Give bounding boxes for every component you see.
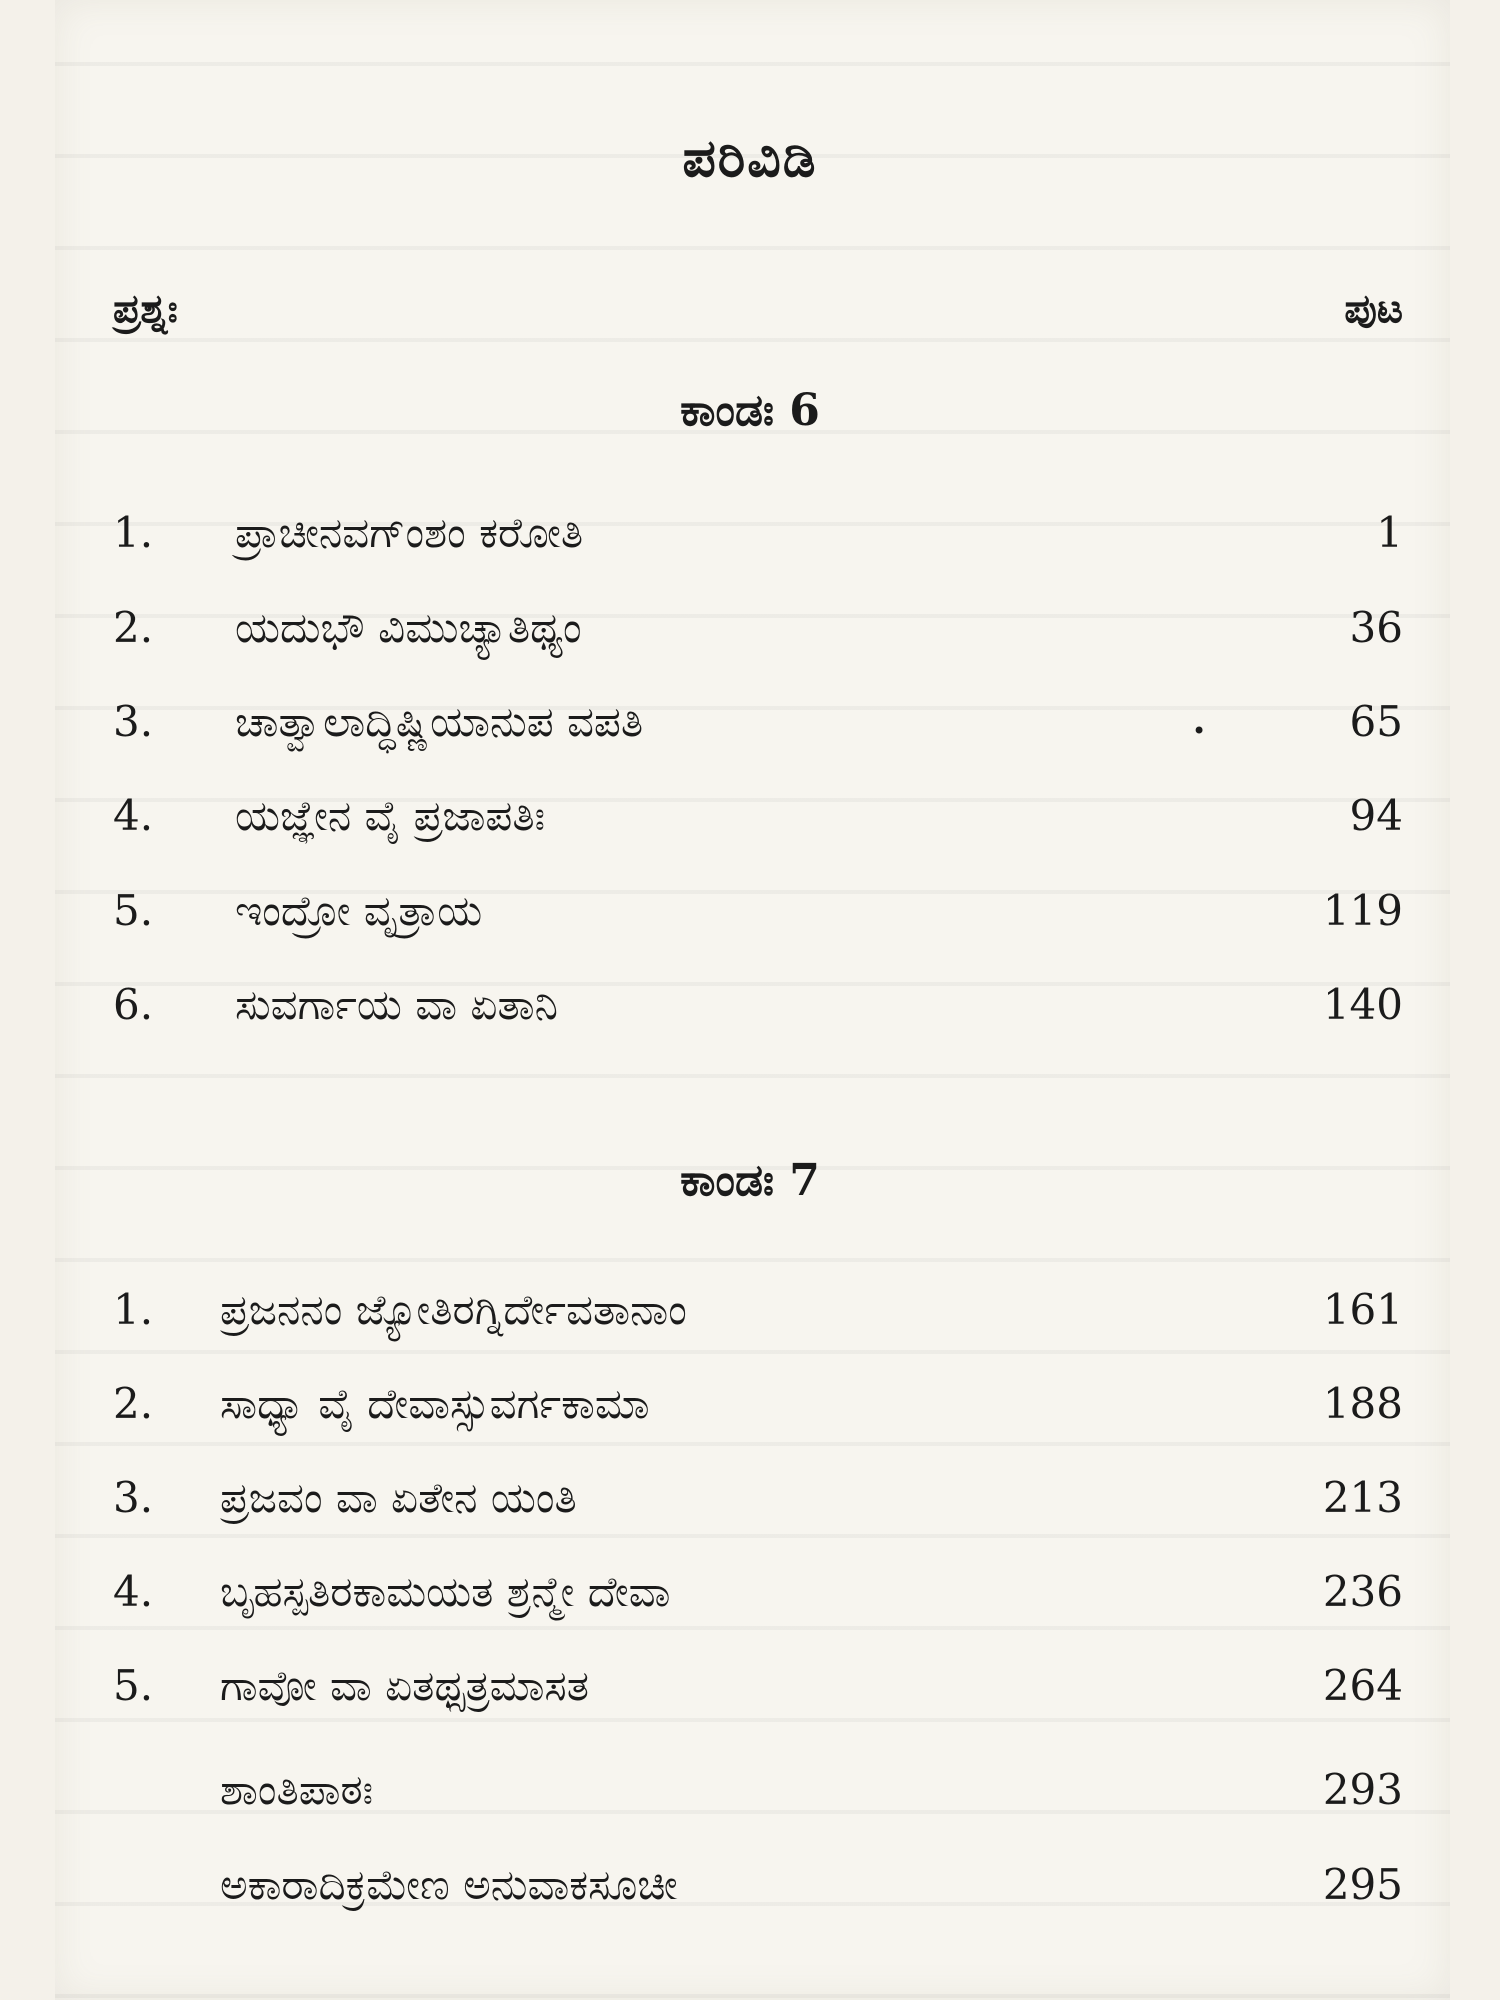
entry-page: 213	[1322, 1473, 1403, 1522]
entry-title: ಯಜ್ಞೇನ ವೈ ಪ್ರಜಾಪತಿಃ	[235, 791, 546, 840]
toc-entry	[0, 980, 1500, 1050]
toc-entry	[0, 603, 1500, 673]
entry-number: 4.	[113, 1567, 154, 1616]
toc-extra	[0, 1860, 1500, 1930]
toc-entry	[0, 1379, 1500, 1449]
entry-title: ಪ್ರಜನನಂ ಜ್ಯೋತಿರಗ್ನಿರ್ದೇವತಾನಾಂ	[220, 1285, 687, 1334]
entry-page: 119	[1322, 886, 1403, 935]
entry-page: 65	[1349, 697, 1403, 746]
entry-page: 188	[1322, 1379, 1403, 1428]
entry-title: ಪ್ರಾಚೀನವಗ್ಂಶಂ ಕರೋತಿ	[235, 508, 584, 557]
extra-page: 293	[1322, 1765, 1403, 1814]
entry-page: 1	[1376, 508, 1403, 557]
entry-number: 2.	[113, 1379, 154, 1428]
toc-entry	[0, 886, 1500, 956]
entry-number: 5.	[113, 1661, 154, 1710]
toc-entry	[0, 1473, 1500, 1543]
entry-number: 6.	[113, 980, 154, 1029]
extra-title: ಅಕಾರಾದಿಕ್ರಮೇಣ ಅನುವಾಕಸೂಚೀ	[220, 1860, 678, 1909]
entry-title: ಬೃಹಸ್ಪತಿರಕಾಮಯತ ಶ್ರನ್ಮೇ ದೇವಾ	[220, 1567, 671, 1616]
entry-page: 140	[1322, 980, 1403, 1029]
kanda-7-heading: ಕಾಂಡಃ 7	[680, 1155, 820, 1206]
stray-mark: •	[1192, 717, 1207, 745]
toc-entry	[0, 697, 1500, 767]
toc-entry	[0, 1285, 1500, 1355]
page-title: ಪರಿವಿಡಿ	[682, 128, 818, 189]
kanda-6-heading: ಕಾಂಡಃ 6	[680, 385, 820, 436]
entry-page: 161	[1322, 1285, 1403, 1334]
entry-number: 4.	[113, 791, 154, 840]
entry-page: 36	[1349, 603, 1403, 652]
entry-number: 3.	[113, 1473, 154, 1522]
entry-title: ಗಾವೋ ವಾ ಏತಥ್ಸತ್ರಮಾಸತ	[220, 1661, 589, 1710]
entry-page: 236	[1322, 1567, 1403, 1616]
entry-page: 94	[1349, 791, 1403, 840]
entry-title: ಯದುಭೌ ವಿಮುಚ್ಯಾತಿಥ್ಯಂ	[235, 603, 582, 652]
entry-page: 264	[1322, 1661, 1403, 1710]
entry-number: 5.	[113, 886, 154, 935]
extra-page: 295	[1322, 1860, 1403, 1909]
entry-number: 1.	[113, 1285, 154, 1334]
extra-title: ಶಾಂತಿಪಾಠಃ	[220, 1765, 374, 1814]
toc-extra	[0, 1765, 1500, 1835]
entry-title: ಇಂದ್ರೋ ವೃತ್ರಾಯ	[235, 886, 483, 935]
entry-title: ಸುವರ್ಗಾಯ ವಾ ಏತಾನಿ	[235, 980, 558, 1029]
entry-number: 3.	[113, 697, 154, 746]
entry-number: 2.	[113, 603, 154, 652]
toc-entry	[0, 791, 1500, 861]
toc-entry	[0, 508, 1500, 578]
question-column-header: ಪ್ರಶ್ನಃ	[113, 285, 178, 332]
entry-number: 1.	[113, 508, 154, 557]
entry-title: ಚಾತ್ವಾಲಾದ್ಧಿಷ್ಣಿಯಾನುಪ ವಪತಿ	[235, 697, 644, 746]
entry-title: ಪ್ರಜವಂ ವಾ ಏತೇನ ಯಂತಿ	[220, 1473, 577, 1522]
toc-entry	[0, 1661, 1500, 1731]
entry-title: ಸಾಧ್ಯಾ ವೈ ದೇವಾಸ್ಸುವರ್ಗಕಾಮಾ	[220, 1379, 650, 1428]
toc-entry	[0, 1567, 1500, 1637]
page-column-header: ಪುಟ	[1344, 285, 1403, 332]
